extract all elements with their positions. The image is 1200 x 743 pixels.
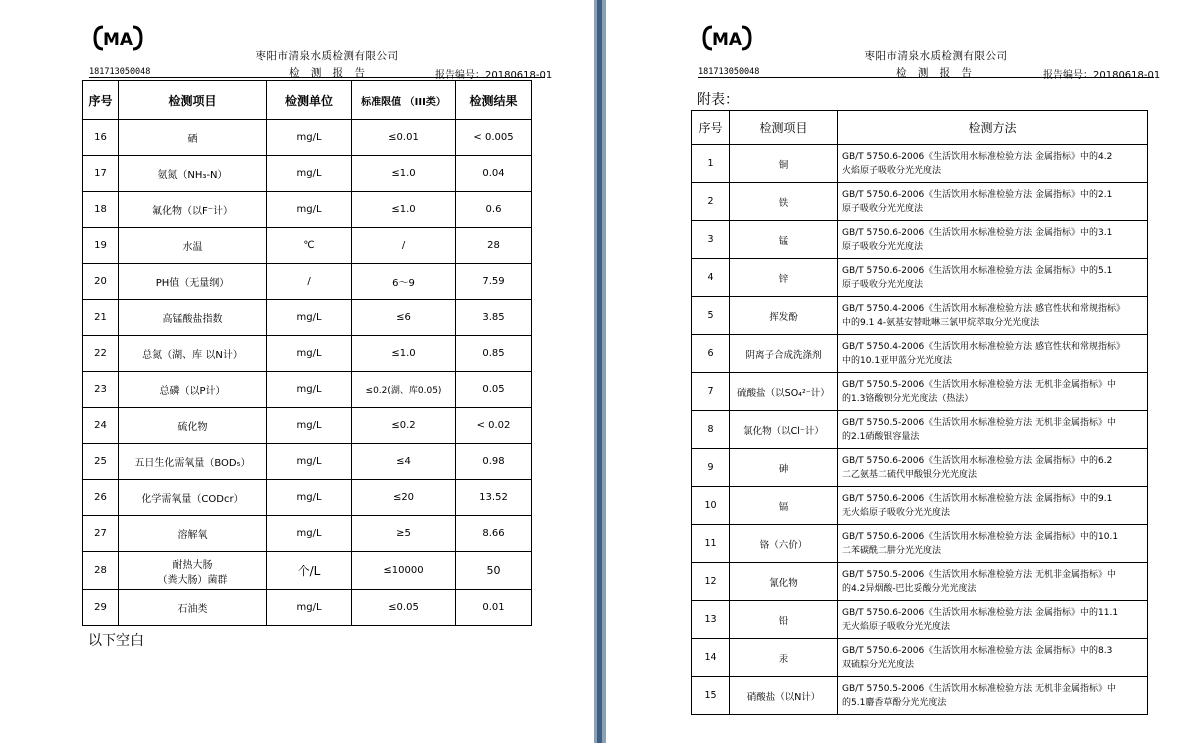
method-line1: GB/T 5750.5-2006《生活饮用水标准检验方法 无机非金属指标》中 xyxy=(842,379,1117,390)
row-item: 铜 xyxy=(730,145,838,183)
row-method xyxy=(838,297,1148,335)
row-item: 阴离子合成洗涤剂 xyxy=(730,335,838,373)
row-no: 18 xyxy=(83,192,119,228)
row-no: 15 xyxy=(692,677,730,715)
row-method xyxy=(838,487,1148,525)
method-line1: GB/T 5750.6-2006《生活饮用水标准检验方法 金属指标》中的2.1 xyxy=(842,189,1113,200)
row-limit: ≤1.0 xyxy=(352,192,456,228)
report-number: 报告编号：20180618-01 xyxy=(435,70,553,81)
row-item: 铁 xyxy=(730,183,838,221)
method-line1: GB/T 5750.6-2006《生活饮用水标准检验方法 金属指标》中的11.1 xyxy=(842,607,1119,618)
table-row xyxy=(83,228,532,264)
methods-table-header xyxy=(692,111,1148,145)
row-result: 3.85 xyxy=(456,300,532,336)
row-limit: ≤0.2(湖、库0.05) xyxy=(352,372,456,408)
row-result: 8.66 xyxy=(456,516,532,552)
method-line2: 的2.1硝酸银容量法 xyxy=(842,431,920,442)
row-result: 0.05 xyxy=(456,372,532,408)
row-item: 锰 xyxy=(730,221,838,259)
row-no: 9 xyxy=(692,449,730,487)
method-line2: 原子吸收分光光度法 xyxy=(842,241,924,252)
row-unit: mg/L xyxy=(267,336,352,372)
row-no: 20 xyxy=(83,264,119,300)
row-no: 19 xyxy=(83,228,119,264)
row-item: 硫酸盐（以SO₄²⁻计） xyxy=(730,373,838,411)
row-method xyxy=(838,449,1148,487)
row-unit: mg/L xyxy=(267,444,352,480)
row-item: 水温 xyxy=(119,228,267,264)
row-item: 硝酸盐（以N计） xyxy=(730,677,838,715)
row-result: 0.01 xyxy=(456,590,532,626)
table-row xyxy=(692,487,1148,525)
serial-number: 181713050048 xyxy=(698,67,760,77)
row-no: 21 xyxy=(83,300,119,336)
method-line2: 双硫腙分光光度法 xyxy=(842,659,915,670)
row-result: 0.98 xyxy=(456,444,532,480)
row-limit: ≤10000 xyxy=(352,552,456,590)
table-row xyxy=(692,411,1148,449)
row-no: 27 xyxy=(83,516,119,552)
row-item: 挥发酚 xyxy=(730,297,838,335)
table-row xyxy=(83,552,532,590)
method-line2: 无火焰原子吸收分光光度法 xyxy=(842,507,951,518)
appendix-title: 附表： xyxy=(697,92,739,108)
row-no: 10 xyxy=(692,487,730,525)
row-unit: 个/L xyxy=(267,552,352,590)
report-subtitle: 检 测 报 告 xyxy=(289,67,370,79)
row-result: < 0.02 xyxy=(456,408,532,444)
row-result: 28 xyxy=(456,228,532,264)
row-unit: / xyxy=(267,264,352,300)
row-unit: mg/L xyxy=(267,156,352,192)
row-no: 16 xyxy=(83,120,119,156)
row-method xyxy=(838,525,1148,563)
row-item: 氯化物（以Cl⁻计） xyxy=(730,411,838,449)
row-no: 17 xyxy=(83,156,119,192)
row-item: 锌 xyxy=(730,259,838,297)
method-line2: 原子吸收分光光度法 xyxy=(842,279,924,290)
table-row xyxy=(83,192,532,228)
row-no: 3 xyxy=(692,221,730,259)
row-method xyxy=(838,639,1148,677)
row-no: 29 xyxy=(83,590,119,626)
method-line2: 中的10.1亚甲蓝分光光度法 xyxy=(842,355,953,366)
table-row xyxy=(692,145,1148,183)
row-limit: ≤0.05 xyxy=(352,590,456,626)
row-item: PH值（无量纲） xyxy=(119,264,267,300)
blank-below-note: 以下空白 xyxy=(88,633,144,649)
table-row xyxy=(692,373,1148,411)
table-row xyxy=(692,563,1148,601)
row-method xyxy=(838,145,1148,183)
org-name: 枣阳市清泉水质检测有限公司 xyxy=(255,50,399,62)
report-number: 报告编号：20180618-01 xyxy=(1043,70,1161,81)
row-unit: mg/L xyxy=(267,590,352,626)
method-line1: GB/T 5750.5-2006《生活饮用水标准检验方法 无机非金属指标》中 xyxy=(842,569,1117,580)
row-limit: ≤6 xyxy=(352,300,456,336)
method-line1: GB/T 5750.6-2006《生活饮用水标准检验方法 金属指标》中的3.1 xyxy=(842,227,1113,238)
method-line1: GB/T 5750.6-2006《生活饮用水标准检验方法 金属指标》中的5.1 xyxy=(842,265,1113,276)
row-item: 硫化物 xyxy=(119,408,267,444)
table-row xyxy=(692,525,1148,563)
svg-text:MA: MA xyxy=(711,30,743,50)
row-item: 高锰酸盐指数 xyxy=(119,300,267,336)
row-method xyxy=(838,677,1148,715)
method-line2: 二苯碳酰二肼分光光度法 xyxy=(842,545,942,556)
row-item: 石油类 xyxy=(119,590,267,626)
row-item: 五日生化需氧量（BOD₅） xyxy=(119,444,267,480)
report-subtitle: 检 测 报 告 xyxy=(896,67,977,79)
table-row xyxy=(83,336,532,372)
row-item-line2: （粪大肠）菌群 xyxy=(157,574,228,586)
row-item: 铅 xyxy=(730,601,838,639)
results-table xyxy=(82,80,532,626)
row-item: 砷 xyxy=(730,449,838,487)
method-line1: GB/T 5750.6-2006《生活饮用水标准检验方法 金属指标》中的6.2 xyxy=(842,455,1113,466)
report-page-left xyxy=(0,0,594,743)
table-row xyxy=(83,590,532,626)
row-item: 总磷（以P计） xyxy=(119,372,267,408)
row-method xyxy=(838,259,1148,297)
header-rule xyxy=(698,77,1154,78)
table-row xyxy=(692,449,1148,487)
row-result: 13.52 xyxy=(456,480,532,516)
row-item-line1: 耐热大肠 xyxy=(172,559,213,571)
row-result: 7.59 xyxy=(456,264,532,300)
table-row xyxy=(692,259,1148,297)
table-row xyxy=(692,335,1148,373)
row-unit: mg/L xyxy=(267,480,352,516)
row-limit: ≤1.0 xyxy=(352,336,456,372)
row-no: 11 xyxy=(692,525,730,563)
row-no: 4 xyxy=(692,259,730,297)
row-item: 汞 xyxy=(730,639,838,677)
row-no: 1 xyxy=(692,145,730,183)
row-no: 5 xyxy=(692,297,730,335)
method-line2: 二乙氨基二硫代甲酸银分光光度法 xyxy=(842,469,978,480)
row-result: < 0.005 xyxy=(456,120,532,156)
table-row xyxy=(83,480,532,516)
row-method xyxy=(838,411,1148,449)
row-limit: ≤4 xyxy=(352,444,456,480)
row-limit: ≤20 xyxy=(352,480,456,516)
serial-number: 181713050048 xyxy=(89,67,151,77)
header-item: 检测项目 xyxy=(730,111,838,145)
row-no: 23 xyxy=(83,372,119,408)
results-table-header xyxy=(83,81,532,120)
header-rule xyxy=(89,77,545,78)
method-line1: GB/T 5750.4-2006《生活饮用水标准检验方法 感官性状和常规指标》 xyxy=(842,341,1126,352)
method-line2: 原子吸收分光光度法 xyxy=(842,203,924,214)
row-unit: mg/L xyxy=(267,408,352,444)
row-item: 氰化物 xyxy=(730,563,838,601)
row-no: 22 xyxy=(83,336,119,372)
row-no: 2 xyxy=(692,183,730,221)
row-method xyxy=(838,335,1148,373)
row-no: 7 xyxy=(692,373,730,411)
table-row xyxy=(692,297,1148,335)
row-item: 氟化物（以F⁻计） xyxy=(119,192,267,228)
row-limit: ≤0.01 xyxy=(352,120,456,156)
row-result: 0.6 xyxy=(456,192,532,228)
row-limit: ≤0.2 xyxy=(352,408,456,444)
methods-table xyxy=(691,110,1148,715)
method-line2: 火焰原子吸收分光光度法 xyxy=(842,165,942,176)
org-name: 枣阳市清泉水质检测有限公司 xyxy=(864,50,1008,62)
table-row xyxy=(692,183,1148,221)
method-line1: GB/T 5750.5-2006《生活饮用水标准检验方法 无机非金属指标》中 xyxy=(842,417,1117,428)
row-no: 25 xyxy=(83,444,119,480)
header-no: 序号 xyxy=(83,81,119,120)
page-divider xyxy=(594,0,606,743)
method-line2: 的5.1麝香草酚分光光度法 xyxy=(842,697,947,708)
table-row xyxy=(83,372,532,408)
table-row xyxy=(692,221,1148,259)
row-item: 化学需氧量（CODcr） xyxy=(119,480,267,516)
row-method xyxy=(838,601,1148,639)
row-item: 总氮（湖、库 以N计） xyxy=(119,336,267,372)
row-item: 硒 xyxy=(119,120,267,156)
row-unit: mg/L xyxy=(267,516,352,552)
row-no: 6 xyxy=(692,335,730,373)
table-row xyxy=(83,444,532,480)
row-unit: mg/L xyxy=(267,372,352,408)
method-line1: GB/T 5750.6-2006《生活饮用水标准检验方法 金属指标》中的10.1 xyxy=(842,531,1119,542)
table-row xyxy=(692,639,1148,677)
row-no: 8 xyxy=(692,411,730,449)
row-unit: mg/L xyxy=(267,120,352,156)
table-row xyxy=(83,120,532,156)
header-result: 检测结果 xyxy=(456,81,532,120)
row-method xyxy=(838,183,1148,221)
row-no: 13 xyxy=(692,601,730,639)
table-row xyxy=(83,264,532,300)
row-item: 溶解氧 xyxy=(119,516,267,552)
method-line1: GB/T 5750.6-2006《生活饮用水标准检验方法 金属指标》中的8.3 xyxy=(842,645,1113,656)
table-row xyxy=(692,601,1148,639)
row-no: 24 xyxy=(83,408,119,444)
table-row xyxy=(83,156,532,192)
row-item: 铬（六价） xyxy=(730,525,838,563)
table-row xyxy=(83,516,532,552)
row-result: 0.04 xyxy=(456,156,532,192)
header-limit: 标准限值 （III类） xyxy=(352,81,456,120)
method-line2: 的1.3铬酸钡分光光度法（热法） xyxy=(842,393,974,404)
method-line1: GB/T 5750.6-2006《生活饮用水标准检验方法 金属指标》中的9.1 xyxy=(842,493,1113,504)
row-unit: mg/L xyxy=(267,192,352,228)
method-line2: 的4.2异烟酸-巴比妥酸分光光度法 xyxy=(842,583,977,594)
row-no: 28 xyxy=(83,552,119,590)
row-no: 14 xyxy=(692,639,730,677)
row-unit: ℃ xyxy=(267,228,352,264)
header-method: 检测方法 xyxy=(838,111,1148,145)
row-no: 26 xyxy=(83,480,119,516)
row-limit: 6～9 xyxy=(352,264,456,300)
method-line1: GB/T 5750.4-2006《生活饮用水标准检验方法 感官性状和常规指标》 xyxy=(842,303,1126,314)
header-no: 序号 xyxy=(692,111,730,145)
row-no: 12 xyxy=(692,563,730,601)
row-result: 50 xyxy=(456,552,532,590)
method-line2: 无火焰原子吸收分光光度法 xyxy=(842,621,951,632)
table-row xyxy=(83,300,532,336)
row-limit: / xyxy=(352,228,456,264)
header-unit: 检测单位 xyxy=(267,81,352,120)
row-item: 氨氮（NH₃-N） xyxy=(119,156,267,192)
row-unit: mg/L xyxy=(267,300,352,336)
table-row xyxy=(83,408,532,444)
row-method xyxy=(838,373,1148,411)
row-method xyxy=(838,563,1148,601)
method-line2: 中的9.1 4-氨基安替吡啉三氯甲烷萃取分光光度法 xyxy=(842,317,1040,328)
row-item xyxy=(119,552,267,590)
method-line1: GB/T 5750.6-2006《生活饮用水标准检验方法 金属指标》中的4.2 xyxy=(842,151,1113,162)
method-line1: GB/T 5750.5-2006《生活饮用水标准检验方法 无机非金属指标》中 xyxy=(842,683,1117,694)
row-item: 镉 xyxy=(730,487,838,525)
row-method xyxy=(838,221,1148,259)
row-limit: ≥5 xyxy=(352,516,456,552)
table-row xyxy=(692,677,1148,715)
header-item: 检测项目 xyxy=(119,81,267,120)
row-result: 0.85 xyxy=(456,336,532,372)
row-limit: ≤1.0 xyxy=(352,156,456,192)
svg-text:MA: MA xyxy=(102,30,134,50)
